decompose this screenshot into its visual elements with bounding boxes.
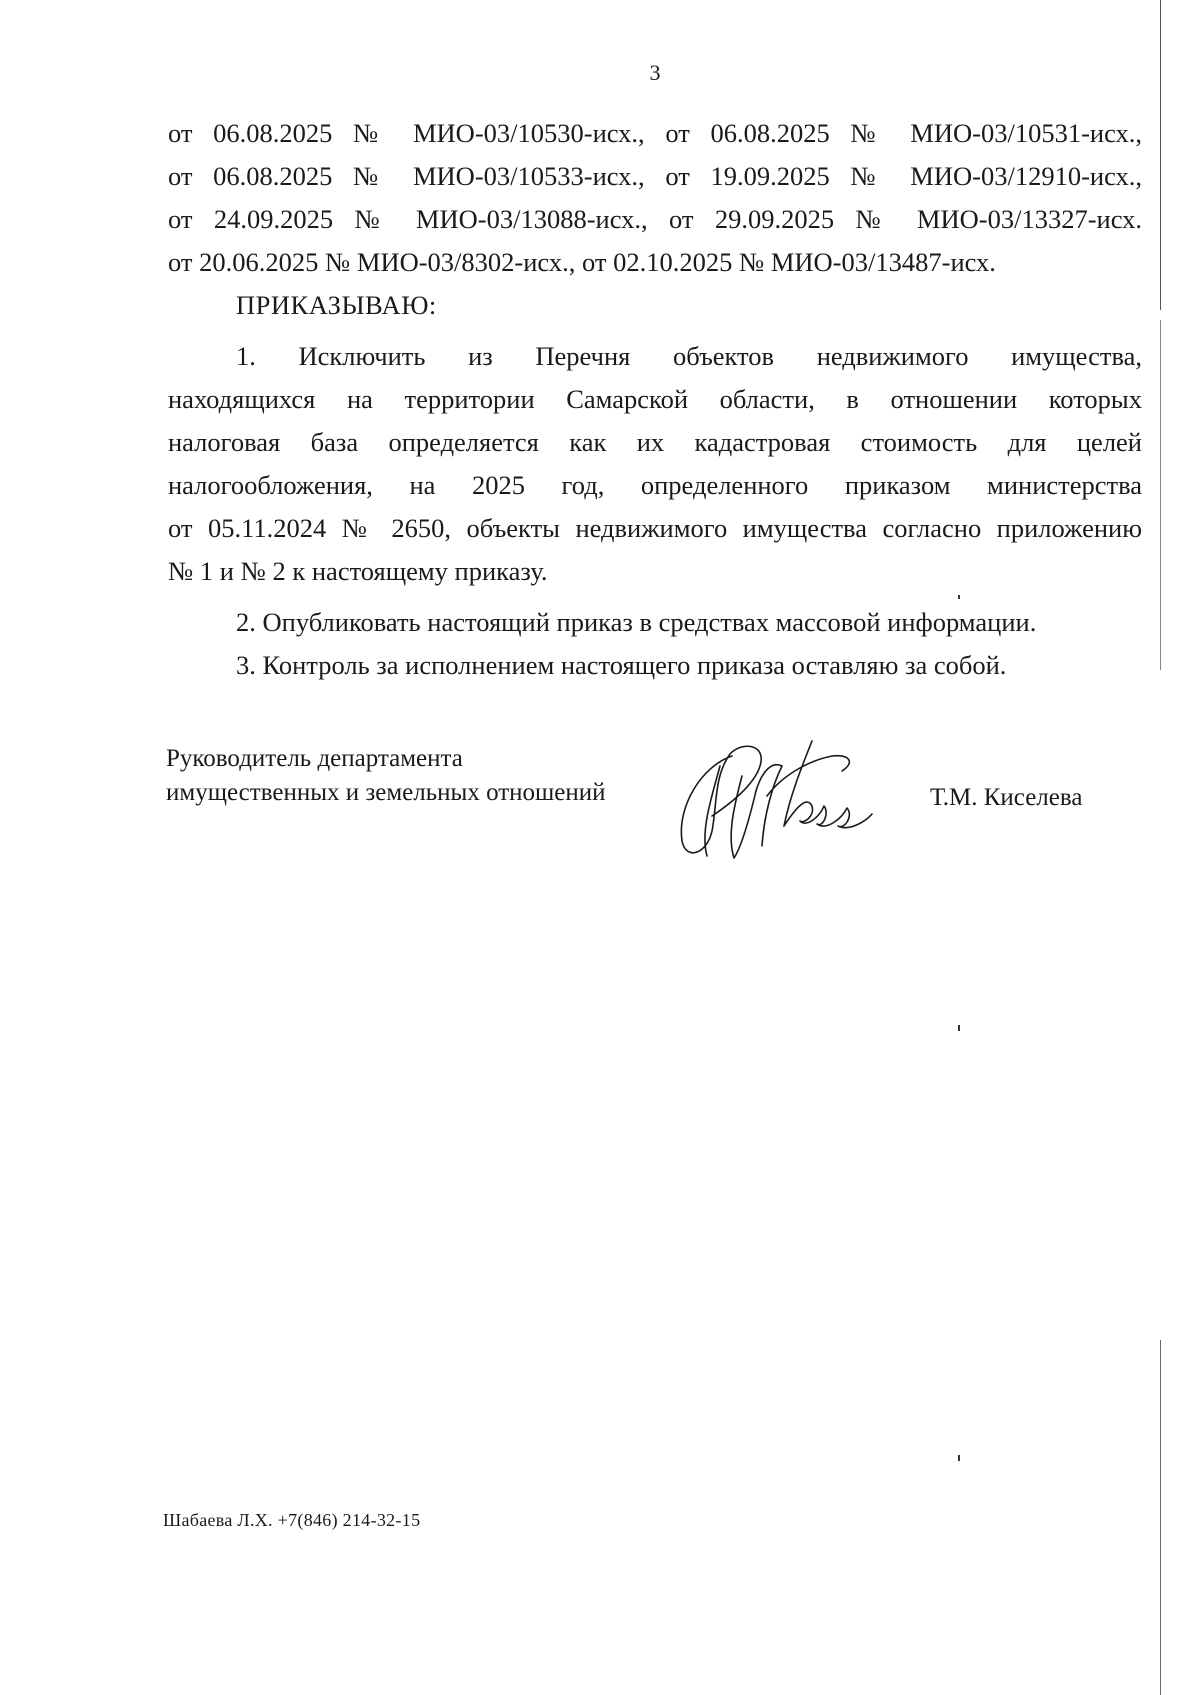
item1-line-6: № 1 и № 2 к настоящему приказу.: [168, 556, 548, 586]
item2-text: 2. Опубликовать настоящий приказ в средствах массовой информации.: [236, 607, 1037, 637]
item1-line-2: находящихся на территории Самарской области, в отношении которых: [168, 384, 1142, 414]
refs-line-4: от 20.06.2025 № МИО-03/8302-исх., от 02.10.2025 № МИО-03/13487-исх.: [168, 247, 996, 277]
page-number: 3: [649, 60, 661, 85]
handwritten-signature: [672, 736, 882, 866]
signatory-position: [166, 742, 606, 810]
item3-text: 3. Контроль за исполнением настоящего приказа оставляю за собой.: [236, 650, 1007, 680]
scan-edge-line: [1160, 0, 1161, 310]
item1-line-5: от 05.11.2024 № 2650, объекты недвижимого имущества согласно приложению: [168, 513, 1142, 543]
scan-speck: [958, 1455, 960, 1461]
item1-line-1: 1. Исключить из Перечня объектов недвижимого имущества,: [236, 341, 1142, 371]
item1-line-4: налогообложения, на 2025 год, определенного приказом министерства: [168, 470, 1142, 500]
scan-edge-line: [1160, 1340, 1161, 1695]
refs-line-3: от 24.09.2025 № МИО-03/13088-исх., от 29.09.2025 № МИО-03/13327-исх.: [168, 204, 1142, 234]
refs-line-2: от 06.08.2025 № МИО-03/10533-исх., от 19.09.2025 № МИО-03/12910-исх.,: [168, 161, 1142, 191]
scan-edge-line: [1160, 320, 1161, 670]
position-line-1: Руководитель департамента: [166, 745, 463, 772]
item1-line-3: налоговая база определяется как их кадастровая стоимость для целей: [168, 427, 1142, 457]
signer-name: Т.М. Киселева: [930, 784, 1083, 811]
position-line-2: имущественных и земельных отношений: [166, 779, 606, 806]
order-word: ПРИКАЗЫВАЮ:: [236, 290, 437, 320]
scan-speck: [958, 1025, 960, 1031]
scan-speck: [958, 595, 960, 599]
document-body: [168, 112, 1142, 687]
refs-line-1: от 06.08.2025 № МИО-03/10530-исх., от 06.08.2025 № МИО-03/10531-исх.,: [168, 118, 1142, 148]
contact-footer: Шабаева Л.Х. +7(846) 214-32-15: [163, 1510, 421, 1530]
